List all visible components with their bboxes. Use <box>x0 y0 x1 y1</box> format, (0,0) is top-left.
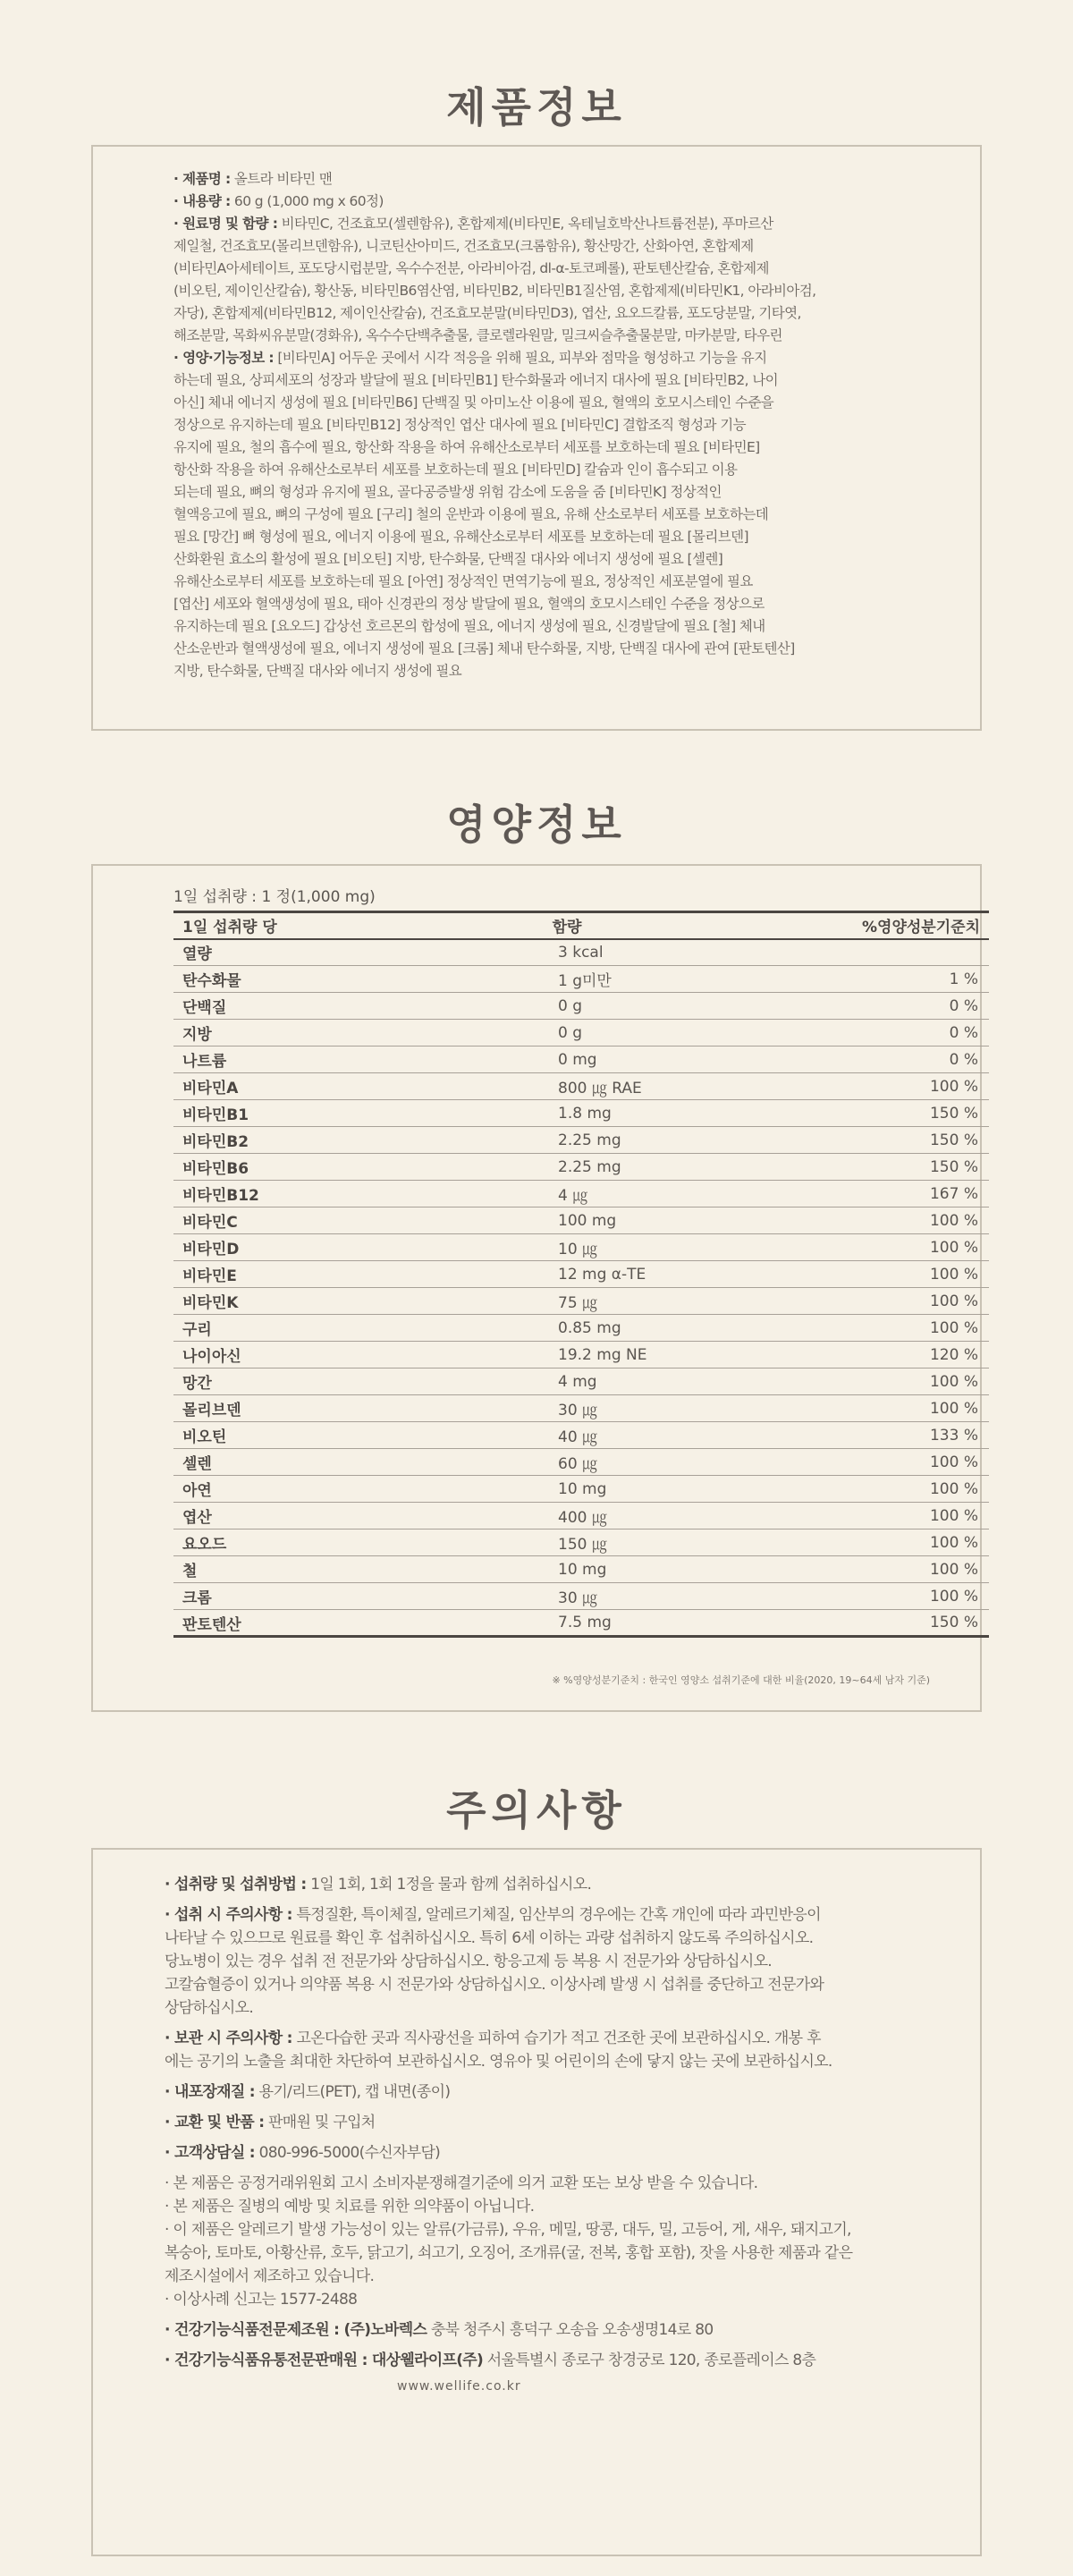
product-info-line <box>173 213 944 235</box>
caution-line <box>165 2265 944 2288</box>
table-row <box>173 1208 989 1234</box>
spacer <box>165 1896 944 1903</box>
caution-key: · 내포장재질 : <box>165 2083 255 2101</box>
caution-line <box>165 1996 944 2020</box>
table-row <box>173 993 989 1020</box>
caution-line <box>165 2172 944 2195</box>
table-row <box>173 1046 989 1073</box>
nutrient-amount: 800 ㎍ RAE <box>442 1073 692 1100</box>
table-row <box>173 1422 989 1449</box>
caution-key: · 보관 시 주의사항 : <box>165 2029 292 2047</box>
nutrient-amount: 10 ㎍ <box>442 1234 692 1261</box>
product-info-line <box>173 258 944 280</box>
nutrient-name: 단백질 <box>173 993 442 1020</box>
nutrient-daily-value: 100 % <box>692 1073 989 1100</box>
nutrient-name: 비타민B1 <box>173 1100 442 1127</box>
product-info-title: 제품정보 <box>446 83 627 131</box>
table-row <box>173 1234 989 1261</box>
product-info-line <box>173 436 944 459</box>
caution-line <box>165 1927 944 1950</box>
table-row <box>173 1503 989 1530</box>
product-info-line <box>173 615 944 638</box>
product-info-value: 항산화 작용을 하여 유해산소로부터 세포를 보호하는데 필요 [비타민D] 칼슘과 인이 흡수되고 이용 <box>173 462 738 478</box>
nutrient-amount: 1.8 mg <box>442 1100 692 1127</box>
nutrient-name: 비타민B12 <box>173 1181 442 1208</box>
nutrient-amount: 30 ㎍ <box>442 1583 692 1610</box>
caution-value: 1일 1회, 1회 1정을 물과 함께 섭취하십시오. <box>306 1876 592 1894</box>
nutrient-amount: 40 ㎍ <box>442 1422 692 1449</box>
product-info-line <box>173 280 944 302</box>
caution-line <box>165 2195 944 2218</box>
product-info-value: 산화환원 효소의 활성에 필요 [비오틴] 지방, 탄수화물, 단백질 대사와 에너지 생성에 필요 [셀렌] <box>173 551 723 567</box>
product-info-value: 지방, 탄수화물, 단백질 대사와 에너지 생성에 필요 <box>173 663 462 679</box>
product-info-value: 되는데 필요, 뼈의 형성과 유지에 필요, 골다공증발생 위험 감소에 도움을 줌 [비타민K] 정상적인 <box>173 484 722 500</box>
table-row <box>173 1181 989 1208</box>
nutrient-daily-value: 0 % <box>692 993 989 1020</box>
product-info-line <box>173 459 944 481</box>
nutrient-daily-value: 0 % <box>692 1046 989 1073</box>
nutrient-daily-value: 100 % <box>692 1476 989 1503</box>
nutrient-amount: 30 ㎍ <box>442 1395 692 1422</box>
caution-line <box>165 2241 944 2265</box>
product-info-value: 60 g (1,000 mg x 60정) <box>230 193 384 209</box>
header-per-serving: 1일 섭취량 당 <box>173 912 442 939</box>
caution-line <box>165 1973 944 1996</box>
caution-value: 상담하십시오. <box>165 1999 254 2017</box>
table-row <box>173 1583 989 1610</box>
caution-value: 에는 공기의 노출을 최대한 차단하여 보관하십시오. 영유아 및 어린이의 손에 닿지 않는 곳에 보관하십시오. <box>165 2053 832 2071</box>
table-row <box>173 1100 989 1127</box>
nutrient-amount: 10 mg <box>442 1556 692 1583</box>
product-info-line <box>173 526 944 548</box>
nutrient-amount: 0 g <box>442 993 692 1020</box>
nutrient-name: 크롬 <box>173 1583 442 1610</box>
caution-key: · 고객상담실 : <box>165 2144 255 2162</box>
header-daily-value: %영양성분기준치 <box>692 912 989 939</box>
caution-value: 제조시설에서 제조하고 있습니다. <box>165 2267 375 2285</box>
table-row <box>173 1315 989 1342</box>
caution-line <box>165 2027 944 2050</box>
table-row <box>173 1073 989 1100</box>
product-info-panel <box>91 145 982 731</box>
table-row <box>173 1556 989 1583</box>
nutrient-name: 나이아신 <box>173 1342 442 1368</box>
nutrient-amount: 75 ㎍ <box>442 1288 692 1315</box>
nutrient-amount: 2.25 mg <box>442 1127 692 1154</box>
nutrient-daily-value: 100 % <box>692 1530 989 1556</box>
caution-key: · 교환 및 반품 : <box>165 2114 265 2131</box>
nutrition-table-header <box>173 912 989 939</box>
product-info-value: 필요 [망간] 뼈 형성에 필요, 에너지 이용에 필요, 유해산소로부터 세포를 보호하는데 필요 [몰리브덴] <box>173 529 748 545</box>
nutrient-name: 지방 <box>173 1020 442 1046</box>
product-info-line <box>173 593 944 615</box>
spacer <box>165 2372 944 2379</box>
nutrient-daily-value: 100 % <box>692 1261 989 1288</box>
nutrient-daily-value: 100 % <box>692 1368 989 1395</box>
product-info-line <box>173 571 944 593</box>
caution-value: · 본 제품은 공정거래위원회 고시 소비자분쟁해결기준에 의거 교환 또는 보상 받을 수 있습니다. <box>165 2174 758 2192</box>
caution-value: 080-996-5000(수신자부담) <box>254 2144 441 2162</box>
spacer <box>165 2165 944 2172</box>
caution-value: 복숭아, 토마토, 아황산류, 호두, 닭고기, 쇠고기, 오징어, 조개류(굴, 전복, 홍합 포함), 잣을 사용한 제품과 같은 <box>165 2244 853 2262</box>
nutrition-info-panel <box>91 864 982 1712</box>
caution-key: · 건강기능식품유통전문판매원 : 대상웰라이프(주) <box>165 2351 484 2369</box>
nutrition-table <box>173 911 989 1638</box>
product-info-key: · 제품명 : <box>173 171 231 187</box>
nutrient-amount: 60 ㎍ <box>442 1449 692 1476</box>
caution-value: 당뇨병이 있는 경우 섭취 전 전문가와 상담하십시오. 항응고제 등 복용 시 전문가와 상담하십시오. <box>165 1953 773 1970</box>
nutrient-name: 나트륨 <box>173 1046 442 1073</box>
serving-size: 1일 섭취량 : 1 정(1,000 mg) <box>173 888 376 906</box>
product-info-line <box>173 168 944 191</box>
product-info-value: 자당), 혼합제제(비타민B12, 제이인산칼슘), 건조효모분말(비타민D3), 엽산, 요오드칼륨, 포도당분말, 기타엿, <box>173 305 801 321</box>
caution-line <box>165 2141 944 2165</box>
product-info-value: 비타민C, 건조효모(셀렌함유), 혼합제제(비타민E, 옥테닐호박산나트륨전분), 푸마르산 <box>277 216 773 232</box>
caution-value: 나타날 수 있으므로 원료를 확인 후 섭취하십시오. 특히 6세 이하는 과량 섭취하지 않도록 주의하십시오. <box>165 1929 814 1947</box>
nutrient-daily-value: 100 % <box>692 1208 989 1234</box>
nutrient-name: 아연 <box>173 1476 442 1503</box>
spacer <box>165 2311 944 2318</box>
nutrient-amount: 12 mg α-TE <box>442 1261 692 1288</box>
nutrient-daily-value: 150 % <box>692 1154 989 1181</box>
nutrient-name: 요오드 <box>173 1530 442 1556</box>
caution-line <box>165 2218 944 2241</box>
nutrient-name: 판토텐산 <box>173 1610 442 1637</box>
nutrient-amount: 100 mg <box>442 1208 692 1234</box>
product-info-line <box>173 191 944 213</box>
nutrient-daily-value: 150 % <box>692 1610 989 1637</box>
nutrient-name: 구리 <box>173 1315 442 1342</box>
caution-value: 고칼슘혈증이 있거나 의약품 복용 시 전문가와 상담하십시오. 이상사례 발생 시 섭취를 중단하고 전문가와 <box>165 1976 824 1994</box>
nutrient-amount: 4 ㎍ <box>442 1181 692 1208</box>
nutrient-amount: 0 mg <box>442 1046 692 1073</box>
product-info-value: 유지하는데 필요 [요오드] 갑상선 호르몬의 합성에 필요, 에너지 생성에 필요, 신경발달에 필요 [철] 체내 <box>173 618 765 634</box>
nutrient-daily-value: 100 % <box>692 1234 989 1261</box>
caution-key: · 섭취 시 주의사항 : <box>165 1906 292 1924</box>
caution-key: · 섭취량 및 섭취방법 : <box>165 1876 307 1894</box>
nutrient-daily-value: 100 % <box>692 1503 989 1530</box>
spacer <box>165 2104 944 2111</box>
product-info-value: 유해산소로부터 세포를 보호하는데 필요 [아연] 정상적인 면역기능에 필요, 정상적인 세포분열에 필요 <box>173 573 753 589</box>
website-link[interactable]: www.wellife.co.kr <box>397 2379 521 2394</box>
table-row <box>173 1476 989 1503</box>
nutrient-amount: 2.25 mg <box>442 1154 692 1181</box>
table-row <box>173 1368 989 1395</box>
nutrient-name: 망간 <box>173 1368 442 1395</box>
nutrient-amount: 19.2 mg NE <box>442 1342 692 1368</box>
nutrient-daily-value: 100 % <box>692 1395 989 1422</box>
spacer <box>165 2134 944 2141</box>
nutrient-amount: 0.85 mg <box>442 1315 692 1342</box>
nutrient-daily-value: 150 % <box>692 1127 989 1154</box>
spacer <box>165 2073 944 2080</box>
nutrient-name: 철 <box>173 1556 442 1583</box>
product-info-value: 아신] 체내 에너지 생성에 필요 [비타민B6] 단백질 및 아미노산 이용에 필요, 혈액의 호모시스테인 수준을 <box>173 394 774 411</box>
caution-line <box>165 2318 944 2342</box>
caution-line <box>165 1873 944 1896</box>
product-info-line <box>173 392 944 414</box>
caution-line <box>165 2349 944 2372</box>
caution-line <box>165 1950 944 1973</box>
caution-value: 특정질환, 특이체질, 알레르기체질, 임산부의 경우에는 간혹 개인에 따라 과민반응이 <box>291 1906 821 1924</box>
nutrient-name: 엽산 <box>173 1503 442 1530</box>
nutrient-name: 비타민E <box>173 1261 442 1288</box>
nutrient-daily-value: 100 % <box>692 1288 989 1315</box>
caution-line <box>165 2111 944 2134</box>
product-info-line <box>173 235 944 258</box>
caution-value: 고온다습한 곳과 직사광선을 피하여 습기가 적고 건조한 곳에 보관하십시오. 개봉 후 <box>291 2029 821 2047</box>
product-info-line <box>173 325 944 347</box>
nutrient-daily-value: 100 % <box>692 1556 989 1583</box>
table-row <box>173 966 989 993</box>
nutrient-name: 비타민C <box>173 1208 442 1234</box>
caution-line <box>165 2080 944 2104</box>
caution-value: 용기/리드(PET), 캡 내면(종이) <box>254 2083 451 2101</box>
nutrient-amount: 150 ㎍ <box>442 1530 692 1556</box>
product-info-value: [비타민A] 어두운 곳에서 시각 적응을 위해 필요, 피부와 점막을 형성하고 기능을 유지 <box>274 350 767 366</box>
product-info-key: · 원료명 및 함량 : <box>173 216 277 232</box>
header-amount: 함량 <box>442 912 692 939</box>
nutrient-name: 비타민A <box>173 1073 442 1100</box>
caution-value: 판매원 및 구입처 <box>264 2114 376 2131</box>
product-info-value: 정상으로 유지하는데 필요 [비타민B12] 정상적인 엽산 대사에 필요 [비타민C] 결합조직 형성과 기능 <box>173 417 746 433</box>
table-row <box>173 1395 989 1422</box>
product-info-line <box>173 369 944 392</box>
product-info-value: 제일철, 건조효모(몰리브덴함유), 니코틴산아미드, 건조효모(크롬함유), 황산망간, 산화아연, 혼합제제 <box>173 238 754 254</box>
nutrient-daily-value: 167 % <box>692 1181 989 1208</box>
nutrient-daily-value: 100 % <box>692 1315 989 1342</box>
table-row <box>173 1342 989 1368</box>
table-row <box>173 1449 989 1476</box>
nutrient-daily-value <box>692 939 989 966</box>
product-info-value: 유지에 필요, 철의 흡수에 필요, 항산화 작용을 하여 유해산소로부터 세포를 보호하는데 필요 [비타민E] <box>173 439 760 455</box>
table-row <box>173 1288 989 1315</box>
product-info-line <box>173 302 944 325</box>
product-info-value: (비타민A아세테이트, 포도당시럽분말, 옥수수전분, 아라비아검, dl-α-토코페롤), 판토텐산칼슘, 혼합제제 <box>173 260 769 276</box>
caution-value: 충북 청주시 흥덕구 오송읍 오송생명14로 80 <box>427 2321 714 2339</box>
nutrition-info-title: 영양정보 <box>446 801 627 849</box>
nutrient-amount: 4 mg <box>442 1368 692 1395</box>
nutrient-amount: 1 g미만 <box>442 966 692 993</box>
caution-value: 서울특별시 종로구 창경궁로 120, 종로플레이스 8층 <box>483 2351 816 2369</box>
nutrition-footnote: ※ %영양성분기준치 : 한국인 영양소 섭취기준에 대한 비율(2020, 19~64세 남자 기준) <box>552 1674 930 1686</box>
product-info-line <box>173 347 944 369</box>
nutrient-name: 비타민B2 <box>173 1127 442 1154</box>
product-info-line <box>173 548 944 571</box>
product-info-line <box>173 638 944 660</box>
product-info-value: 올트라 비타민 맨 <box>230 171 333 187</box>
nutrient-amount: 400 ㎍ <box>442 1503 692 1530</box>
product-info-value: [엽산] 세포와 혈액생성에 필요, 태아 신경관의 정상 발달에 필요, 혈액의 호모시스테인 수준을 정상으로 <box>173 596 765 612</box>
nutrient-name: 탄수화물 <box>173 966 442 993</box>
nutrient-amount: 7.5 mg <box>442 1610 692 1637</box>
nutrient-daily-value: 100 % <box>692 1583 989 1610</box>
product-info-line <box>173 504 944 526</box>
spacer <box>165 2020 944 2027</box>
caution-line <box>165 1903 944 1927</box>
nutrient-name: 비타민B6 <box>173 1154 442 1181</box>
product-info-line <box>173 660 944 682</box>
nutrient-name: 비오틴 <box>173 1422 442 1449</box>
nutrient-daily-value: 100 % <box>692 1449 989 1476</box>
nutrient-amount: 3 kcal <box>442 939 692 966</box>
product-info-value: (비오틴, 제이인산칼슘), 황산동, 비타민B6염산염, 비타민B2, 비타민B1질산염, 혼합제제(비타민K1, 아라비아검, <box>173 283 816 299</box>
product-info-value: 혈액응고에 필요, 뼈의 구성에 필요 [구리] 철의 운반과 이용에 필요, 유해 산소로부터 세포를 보호하는데 <box>173 506 769 522</box>
spacer <box>165 2342 944 2349</box>
table-row <box>173 939 989 966</box>
caution-panel <box>91 1848 982 2556</box>
product-info-line <box>173 414 944 436</box>
nutrient-amount: 0 g <box>442 1020 692 1046</box>
nutrient-daily-value: 1 % <box>692 966 989 993</box>
nutrient-name: 셀렌 <box>173 1449 442 1476</box>
table-row <box>173 1610 989 1637</box>
product-info-value: 하는데 필요, 상피세포의 성장과 발달에 필요 [비타민B1] 탄수화물과 에너지 대사에 필요 [비타민B2, 나이 <box>173 372 779 388</box>
caution-line <box>165 2050 944 2073</box>
product-info-value: 해조분말, 목화씨유분말(경화유), 옥수수단백추출물, 클로렐라원말, 밀크씨슬추출물분말, 마카분말, 타우린 <box>173 327 782 343</box>
caution-line <box>165 2288 944 2311</box>
nutrient-name: 비타민K <box>173 1288 442 1315</box>
nutrient-name: 몰리브덴 <box>173 1395 442 1422</box>
nutrient-daily-value: 120 % <box>692 1342 989 1368</box>
caution-value: · 본 제품은 질병의 예방 및 치료를 위한 의약품이 아닙니다. <box>165 2198 535 2216</box>
table-row <box>173 1530 989 1556</box>
product-info-line <box>173 481 944 504</box>
caution-value: · 이 제품은 알레르기 발생 가능성이 있는 알류(가금류), 우유, 메밀, 땅콩, 대두, 밀, 고등어, 게, 새우, 돼지고기, <box>165 2221 851 2239</box>
table-row <box>173 1020 989 1046</box>
nutrient-daily-value: 0 % <box>692 1020 989 1046</box>
table-row <box>173 1154 989 1181</box>
caution-key: · 건강기능식품전문제조원 : (주)노바렉스 <box>165 2321 427 2339</box>
nutrient-daily-value: 133 % <box>692 1422 989 1449</box>
nutrient-name: 열량 <box>173 939 442 966</box>
product-info-value: 산소운반과 혈액생성에 필요, 에너지 생성에 필요 [크롬] 체내 탄수화물, 지방, 단백질 대사에 관여 [판토텐산] <box>173 640 795 657</box>
product-info-key: · 내용량 : <box>173 193 231 209</box>
caution-title: 주의사항 <box>446 1786 627 1835</box>
caution-value: · 이상사례 신고는 1577-2488 <box>165 2291 358 2309</box>
nutrient-name: 비타민D <box>173 1234 442 1261</box>
nutrient-daily-value: 150 % <box>692 1100 989 1127</box>
product-info-key: · 영양·기능정보 : <box>173 350 274 366</box>
table-row <box>173 1261 989 1288</box>
nutrient-amount: 10 mg <box>442 1476 692 1503</box>
table-row <box>173 1127 989 1154</box>
